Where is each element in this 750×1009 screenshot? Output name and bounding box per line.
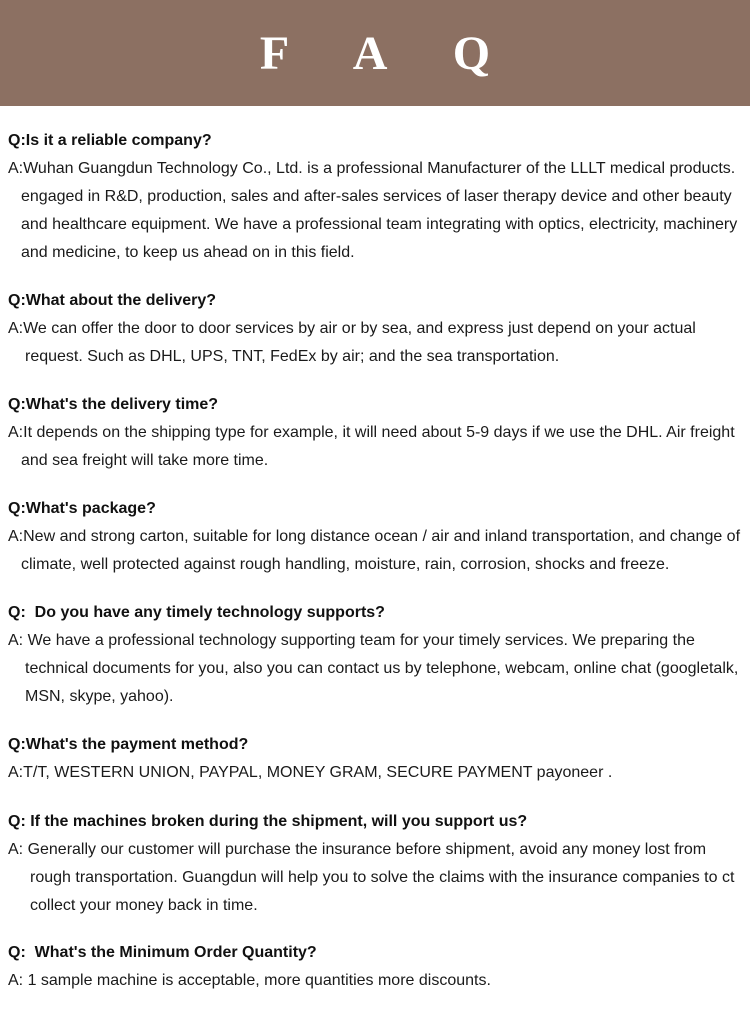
faq-answer-line: A: Generally our customer will purchase the insurance before shipment, avoid any money lost from xyxy=(8,841,707,858)
faq-banner xyxy=(0,0,750,106)
faq-answer-line: A:New and strong carton, suitable for long distance ocean / air and inland transportation, and change of xyxy=(8,528,741,545)
faq-item-package xyxy=(8,495,746,579)
faq-answer-line: A:Wuhan Guangdun Technology Co., Ltd. is a professional Manufacturer of the LLLT medical products. xyxy=(8,160,736,177)
faq-answer-line: rough transportation. Guangdun will help you to solve the claims with the insurance companies to ct xyxy=(30,869,735,886)
faq-answer-line: and sea freight will take more time. xyxy=(21,452,269,469)
faq-answer-line: and medicine, to keep us ahead on in this field. xyxy=(21,244,355,261)
faq-answer-line: climate, well protected against rough handling, moisture, rain, corrosion, shocks and freeze. xyxy=(21,556,670,573)
faq-item-minimum-order xyxy=(8,939,746,995)
faq-question: Q:What's the delivery time? xyxy=(8,396,219,413)
faq-item-broken-machines xyxy=(8,808,746,920)
faq-answer-line: MSN, skype, yahoo). xyxy=(25,688,174,705)
faq-question: Q:What's package? xyxy=(8,500,156,517)
faq-answer-line: technical documents for you, also you can contact us by telephone, webcam, online chat (googletalk, xyxy=(25,660,739,677)
faq-answer-line: request. Such as DHL, UPS, TNT, FedEx by air; and the sea transportation. xyxy=(25,348,560,365)
faq-question: Q:What's the payment method? xyxy=(8,736,249,753)
faq-answer-line: A: We have a professional technology supporting team for your timely services. We preparing the xyxy=(8,632,695,649)
faq-question: Q:What about the delivery? xyxy=(8,292,217,309)
faq-item-delivery-time xyxy=(8,391,746,475)
faq-item-delivery xyxy=(8,287,746,371)
faq-question: Q:Is it a reliable company? xyxy=(8,132,212,149)
faq-answer-line: collect your money back in time. xyxy=(30,897,258,914)
faq-answer-line: A: 1 sample machine is acceptable, more quantities more discounts. xyxy=(8,972,491,989)
faq-title: F A Q xyxy=(259,27,519,80)
faq-answer-line: A:T/T, WESTERN UNION, PAYPAL, MONEY GRAM, SECURE PAYMENT payoneer . xyxy=(8,764,613,781)
faq-item-payment-method xyxy=(8,731,746,787)
faq-question: Q: Do you have any timely technology supports? xyxy=(8,604,385,621)
faq-item-technology-support xyxy=(8,599,746,711)
faq-answer-line: A:It depends on the shipping type for example, it will need about 5-9 days if we use the DHL. Air freight xyxy=(8,424,735,441)
faq-answer-line: and healthcare equipment. We have a professional team integrating with optics, electricity, machinery xyxy=(21,216,738,233)
faq-question: Q: If the machines broken during the shipment, will you support us? xyxy=(8,813,528,830)
faq-question: Q: What's the Minimum Order Quantity? xyxy=(8,944,317,961)
faq-item-reliable-company xyxy=(8,127,746,267)
faq-answer-line: engaged in R&D, production, sales and after-sales services of laser therapy device and other beauty xyxy=(21,188,732,205)
faq-answer-line: A:We can offer the door to door services by air or by sea, and express just depend on your actual xyxy=(8,320,696,337)
